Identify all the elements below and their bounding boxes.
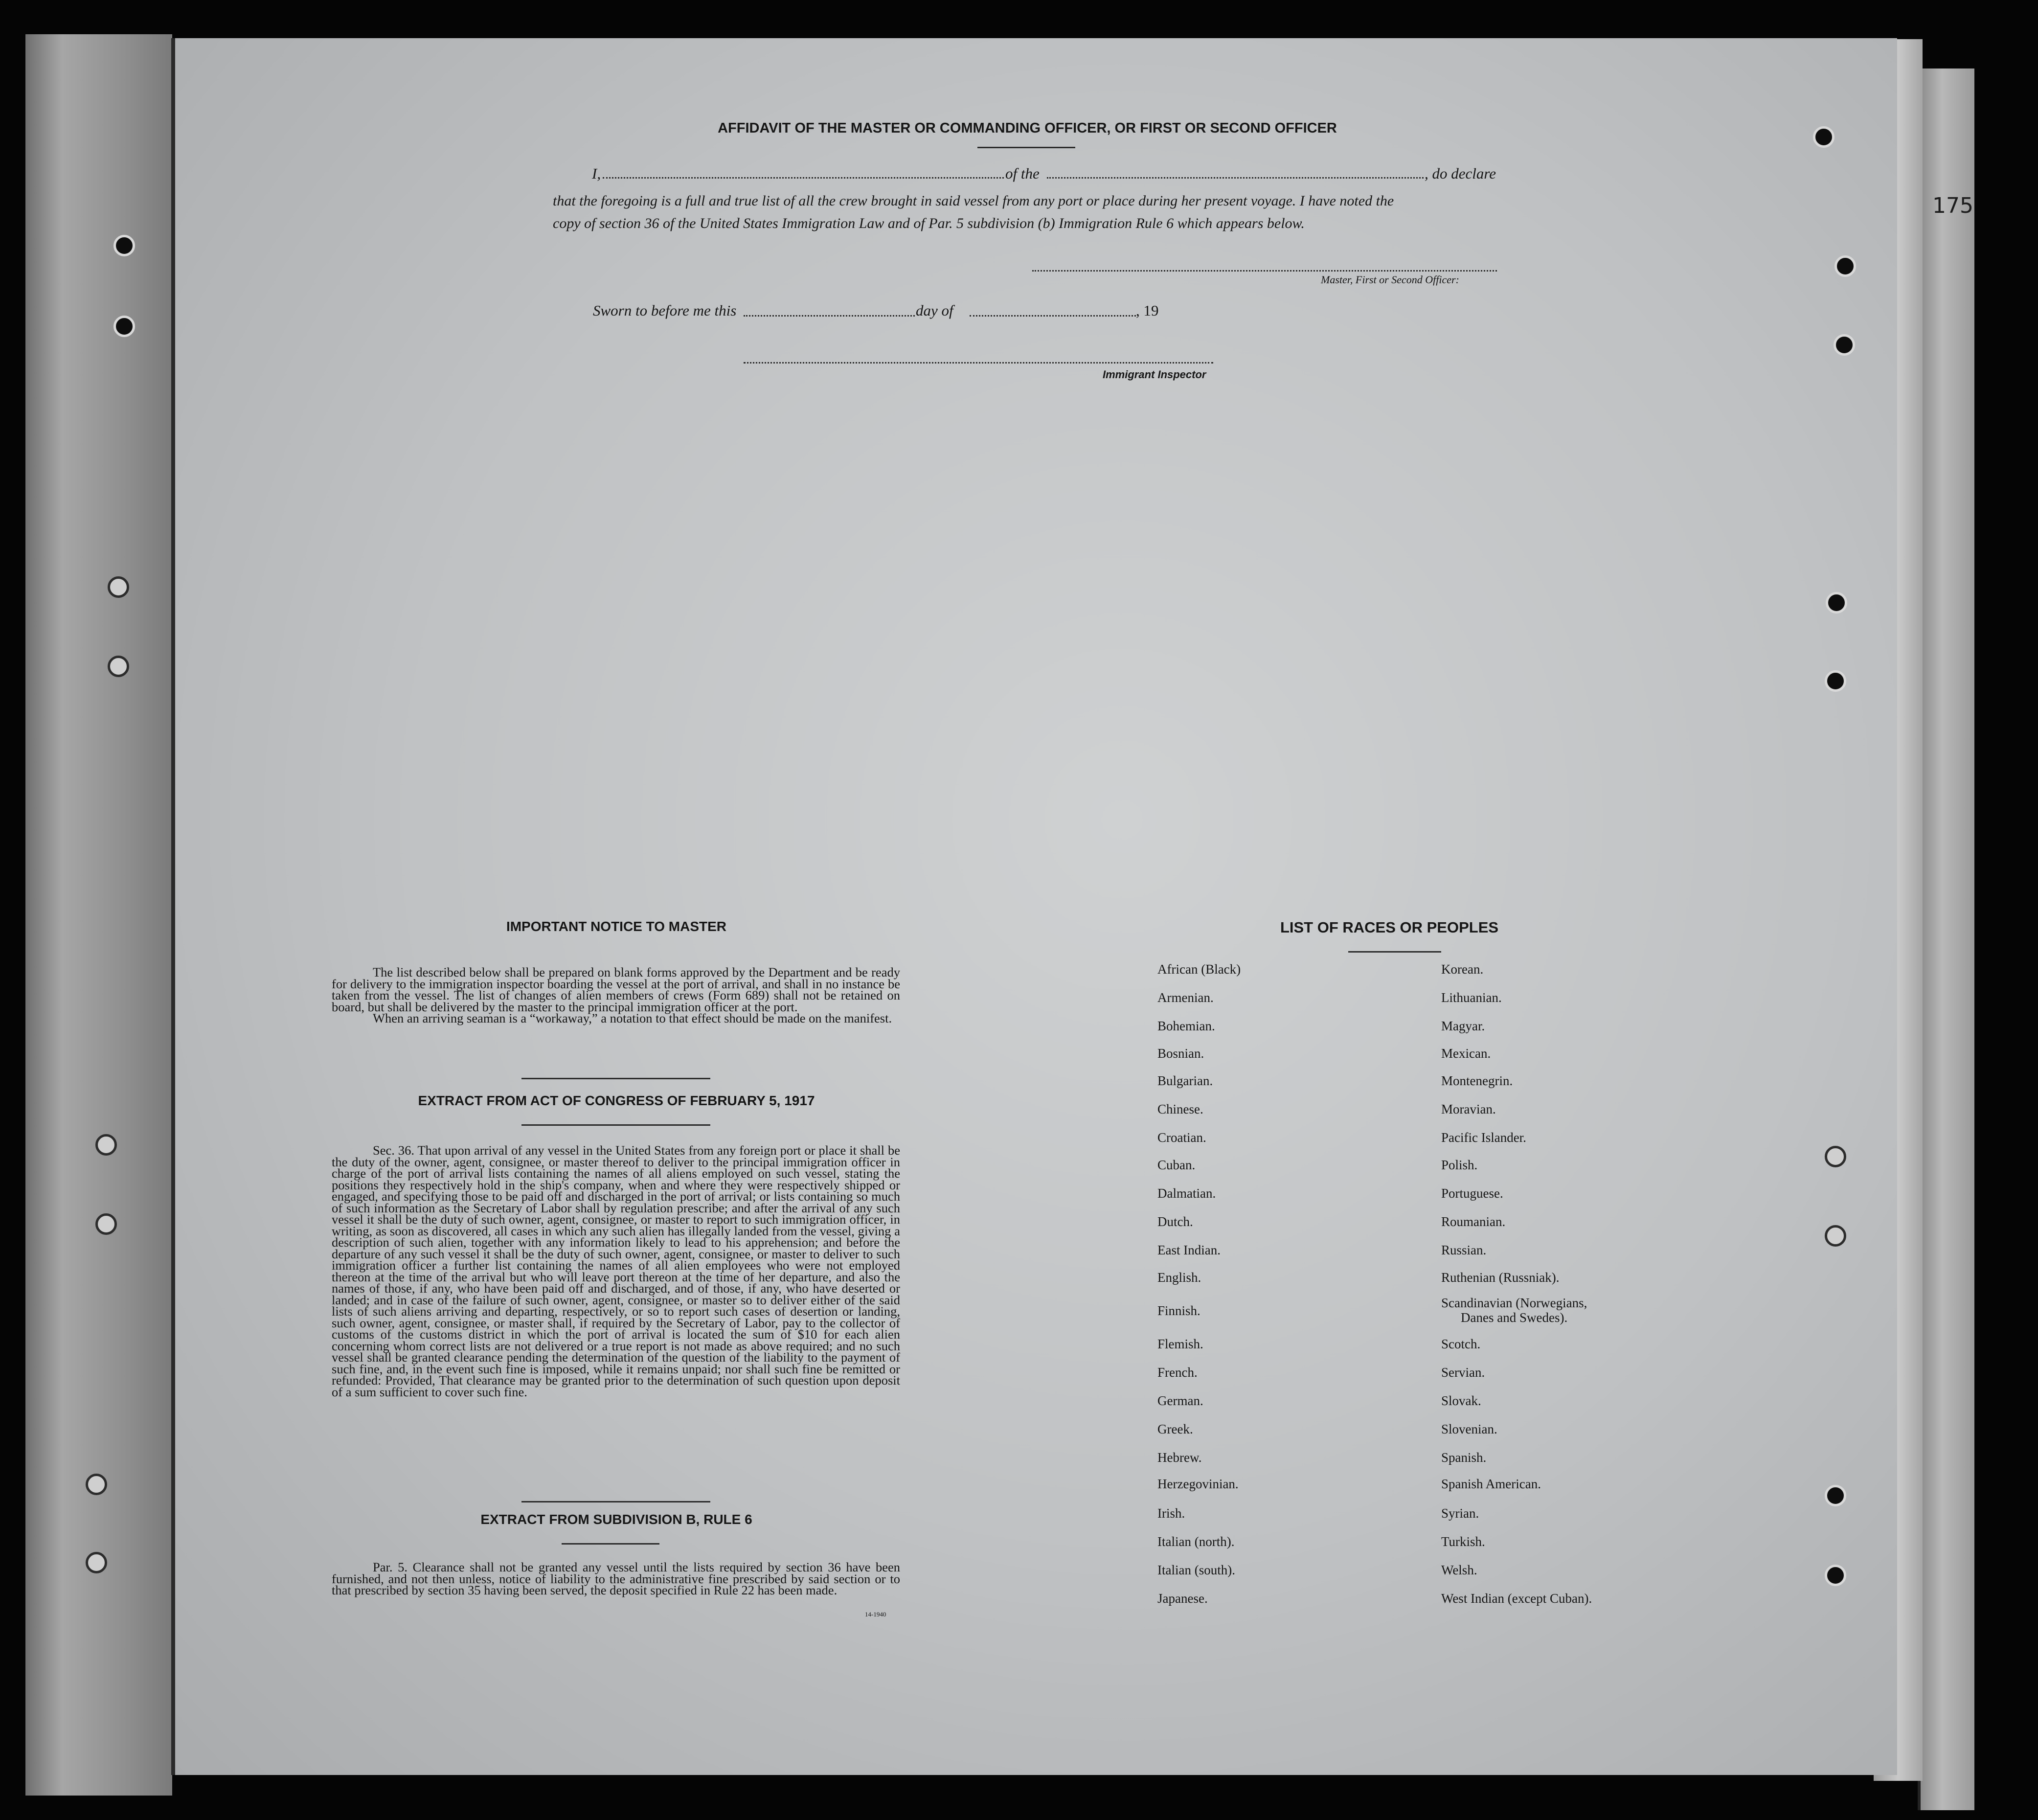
race-item: Russian.: [1441, 1243, 1487, 1257]
race-item: Irish.: [1157, 1506, 1185, 1521]
signature-blank: [1032, 270, 1497, 272]
race-item: Montenegrin.: [1441, 1073, 1513, 1088]
important-notice-title: IMPORTANT NOTICE TO MASTER: [506, 919, 727, 934]
race-item: French.: [1157, 1365, 1198, 1380]
race-item: Spanish.: [1441, 1450, 1487, 1465]
race-item: East Indian.: [1157, 1243, 1221, 1257]
act-extract-body: [332, 1145, 900, 1398]
race-item: Greek.: [1157, 1422, 1193, 1436]
race-item: Ruthenian (Russniak).: [1441, 1270, 1560, 1285]
notice-paragraph-2: When an arriving seaman is a “workaway,” a notation to that effect should be made on the manifest.: [373, 1011, 892, 1025]
race-item: Bosnian.: [1157, 1046, 1204, 1061]
form-code: 14-1940: [865, 1611, 886, 1618]
race-item: Croatian.: [1157, 1130, 1206, 1145]
vessel-blank: [1047, 177, 1424, 179]
affidavit-line2: that the foregoing is a full and true list of all the crew brought in said vessel from any port or place during her present voyage. I have noted the: [553, 193, 1394, 209]
binder-edge: [25, 34, 172, 1796]
race-item: Herzegovinian.: [1157, 1477, 1239, 1491]
day-blank: [744, 315, 915, 317]
race-item: Syrian.: [1441, 1506, 1479, 1521]
affidavit-title: AFFIDAVIT OF THE MASTER OR COMMANDING OFFICER, OR FIRST OR SECOND OFFICER: [718, 120, 1337, 136]
binder-hole: [113, 235, 135, 256]
race-item: Italian (north).: [1157, 1534, 1235, 1549]
race-item: Moravian.: [1441, 1102, 1496, 1116]
race-item: Portuguese.: [1441, 1186, 1503, 1201]
races-title: LIST OF RACES OR PEOPLES: [1280, 919, 1499, 936]
race-item: Italian (south).: [1157, 1563, 1235, 1577]
binder-hole: [1813, 126, 1834, 148]
race-item: Polish.: [1441, 1158, 1478, 1172]
section-divider: [521, 1124, 710, 1126]
section-divider: [521, 1078, 710, 1079]
month-blank: [970, 315, 1136, 317]
binder-hole: [1826, 592, 1847, 614]
affidavit-line3: copy of section 36 of the United States Immigration Law and of Par. 5 subdivision (b) Immigration Rule 6 which appears below.: [553, 215, 1305, 231]
section-divider: [562, 1543, 659, 1545]
binder-hole: [1834, 334, 1855, 356]
title-underline: [977, 147, 1075, 148]
race-item: English.: [1157, 1270, 1201, 1285]
sworn-suffix: , 19: [1136, 302, 1159, 319]
rule-extract-title: EXTRACT FROM SUBDIVISION B, RULE 6: [480, 1512, 752, 1527]
race-item: Slovenian.: [1441, 1422, 1497, 1436]
name-blank: [603, 177, 1004, 179]
binder-hole: [1825, 1225, 1846, 1247]
race-item: Japanese.: [1157, 1591, 1208, 1606]
binder-hole: [113, 316, 135, 337]
race-item: Dalmatian.: [1157, 1186, 1216, 1201]
race-item: Armenian.: [1157, 990, 1214, 1005]
title-underline: [1348, 951, 1441, 953]
race-item: Slovak.: [1441, 1393, 1481, 1408]
affidavit-line1-prefix: I,: [592, 165, 601, 182]
binder-hole: [1825, 670, 1846, 692]
race-item: Bulgarian.: [1157, 1073, 1213, 1088]
signature-caption: Master, First or Second Officer:: [1321, 273, 1459, 286]
act-section-36: Sec. 36. That upon arrival of any vessel in the United States from any foreign port or place it shall be the duty of the owner, agent, consignee, or master thereof to deliver to the principal immigration officer in charge of the port of arrival lists containing the names of all aliens employed on such vessel, stating the positions they respectively hold in the ship's company, when and where they were respectively shipped or engaged, and specifying those to be paid off and discharged in the port of arrival; or lists containing so much of such information as the Secretary of Labor shall by regulation prescribe; and after the arrival of any such vessel it shall be the duty of such owner, agent, consignee, or master to report to such immigration officer, in writing, as soon as discovered, all cases in which any such alien has illegally landed from the vessel, giving a description of such alien, together with any information likely to lead to his apprehension; and before the departure of any such vessel it shall be the duty of such owner, agent, consignee, or master to deliver to such immigration officer a further list containing the names of all alien employees who were not employed thereon at the time of the arrival but who will leave port thereon at the time of her departure, and also the names of those, if any, who have been paid off and discharged, and of those, if any, who have deserted or landed; and in case of the failure of such owner, agent, consignee, or master so to deliver either of the said lists of such aliens arriving and departing, respectively, or so to report such cases of desertion or landing, such owner, agent, consignee, or master shall, if required by the Secretary of Labor, pay to the collector of customs of the customs district in which the port of arrival is located the sum of $10 for each alien concerning whom correct lists are not delivered or a true report is not made as above required; and no such vessel shall be granted clearance pending the determination of the question of the liability to the payment of such fine, and, in the event such fine is imposed, while it remains unpaid; nor shall such fine be remitted or refunded: Provided, That clearance may be granted prior to the determination of such question upon deposit of a sum sufficient to cover such fine.: [332, 1143, 900, 1399]
sworn-mid: day of: [916, 302, 953, 319]
rule-paragraph-5: Par. 5. Clearance shall not be granted any vessel until the lists required by section 36 have been furnished, and not then unless, notice of liability to the administrative fine prescribed by said section or to that prescribed by section 35 having been served, the deposit specified in Rule 22 has been made.: [332, 1560, 900, 1597]
inspector-signature-blank: [744, 362, 1213, 364]
notice-paragraph-1: The list described below shall be prepared on blank forms approved by the Department and be ready for delivery to the immigration inspector boarding the vessel at the port of arrival, and shall in no instance be taken from the vessel. The list of changes of alien members of crews (Form 689) shall not be retained on board, but shall be delivered by the master to the principal immigration officer at the port.: [332, 965, 900, 1014]
race-item: Mexican.: [1441, 1046, 1491, 1061]
race-item: Servian.: [1441, 1365, 1485, 1380]
affidavit-line1-suffix: , do declare: [1425, 165, 1496, 182]
race-item: Dutch.: [1157, 1214, 1193, 1229]
binder-hole: [1834, 255, 1856, 277]
binder-hole: [108, 576, 129, 598]
race-item: Scotch.: [1441, 1337, 1481, 1351]
binder-hole: [1825, 1565, 1846, 1586]
race-item: Pacific Islander.: [1441, 1130, 1526, 1145]
adjacent-page-edge: [1918, 68, 1974, 1810]
race-item: Spanish American.: [1441, 1477, 1541, 1491]
sworn-prefix: Sworn to before me this: [593, 302, 737, 319]
race-item: Roumanian.: [1441, 1214, 1506, 1229]
race-item: Flemish.: [1157, 1337, 1203, 1351]
binder-hole: [1825, 1485, 1846, 1506]
race-item: Finnish.: [1157, 1303, 1200, 1318]
race-item: Danes and Swedes).: [1461, 1310, 1568, 1325]
race-item: Bohemian.: [1157, 1019, 1215, 1033]
section-divider: [521, 1501, 710, 1502]
binder-hole: [108, 656, 129, 677]
race-item: Turkish.: [1441, 1534, 1485, 1549]
binder-hole: [86, 1474, 107, 1495]
important-notice-body: [332, 967, 900, 1024]
race-item: German.: [1157, 1393, 1203, 1408]
race-item: Magyar.: [1441, 1019, 1485, 1033]
race-item: Scandinavian (Norwegians,: [1441, 1296, 1587, 1310]
affidavit-line1-mid: of the: [1005, 165, 1040, 182]
act-extract-title: EXTRACT FROM ACT OF CONGRESS OF FEBRUARY 5, 1917: [418, 1093, 815, 1108]
rule-extract-body: [332, 1562, 900, 1596]
race-item: West Indian (except Cuban).: [1441, 1591, 1592, 1606]
race-item: Cuban.: [1157, 1158, 1196, 1172]
race-item: Welsh.: [1441, 1563, 1477, 1577]
race-item: Lithuanian.: [1441, 990, 1502, 1005]
inspector-caption: Immigrant Inspector: [1103, 368, 1206, 381]
race-item: Hebrew.: [1157, 1450, 1202, 1465]
race-item: African (Black): [1157, 962, 1241, 977]
margin-page-number: 175: [1932, 193, 1973, 218]
binder-hole: [95, 1213, 117, 1235]
race-item: Korean.: [1441, 962, 1484, 977]
binder-hole: [1825, 1146, 1846, 1167]
race-item: Chinese.: [1157, 1102, 1203, 1116]
binder-hole: [86, 1552, 107, 1573]
binder-hole: [95, 1134, 117, 1156]
